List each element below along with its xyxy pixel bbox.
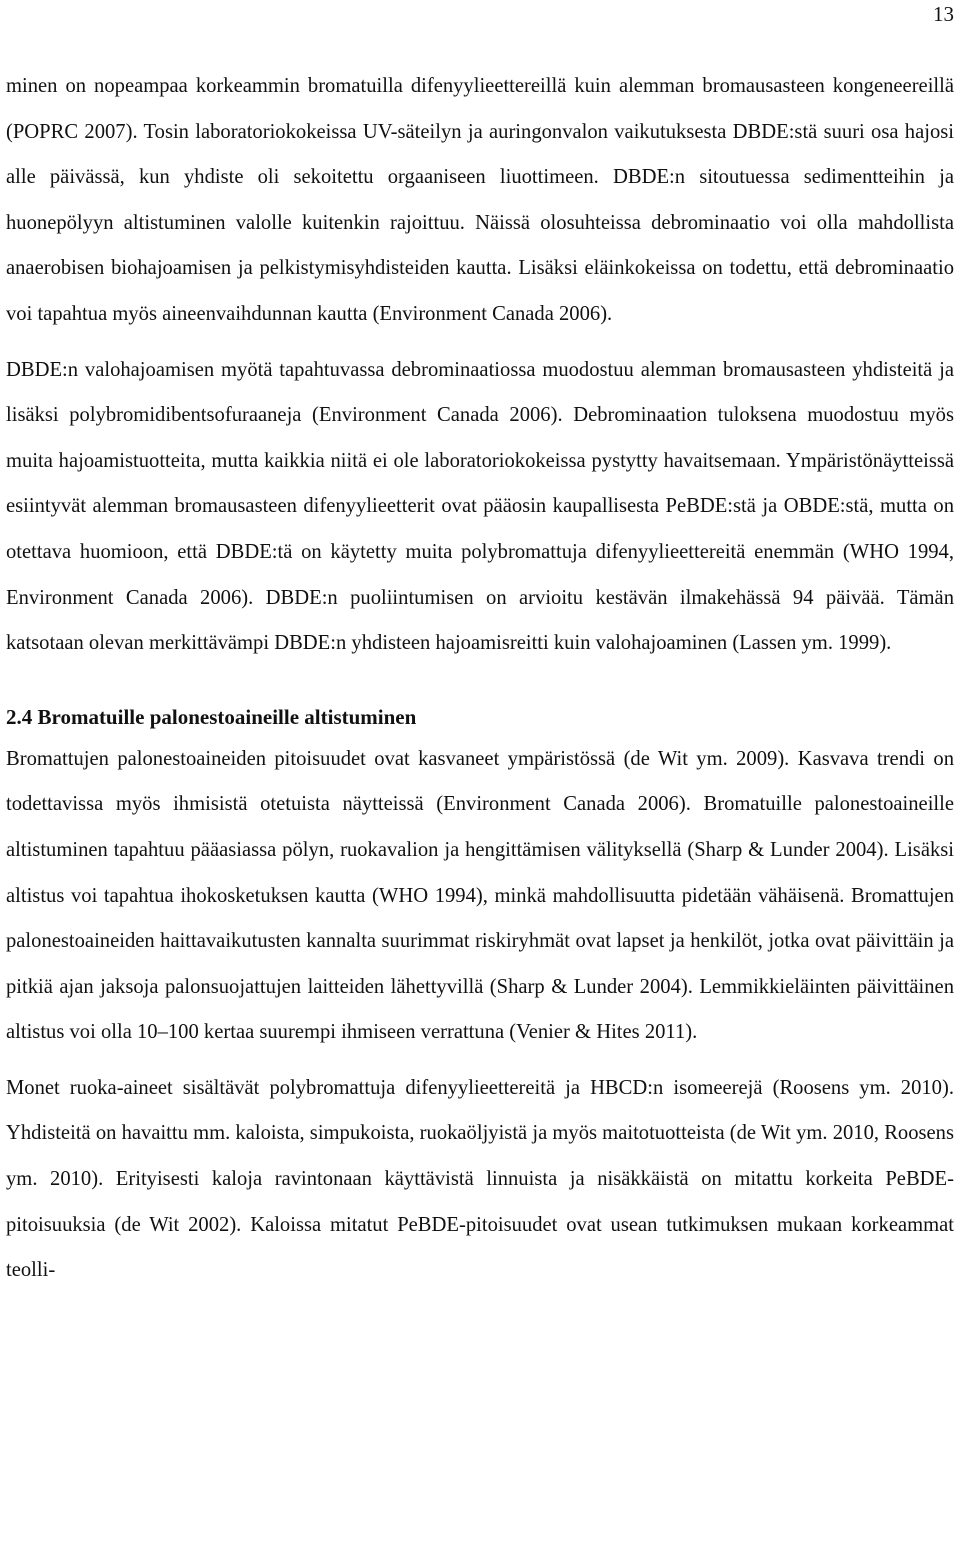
paragraph-exposure: Bromattujen palonestoaineiden pitoisuudet ovat kasvaneet ympäristössä (de Wit ym. 2009). Kasvava trendi on todettavissa myös ihmisistä otetuista näytteissä (Environment Canada 2006). Bromatuille palonestoaineille altistuminen tapahtuu pääasiassa pölyn, ruokavalion ja hengittämisen välityksellä (Sharp & Lunder 2004). Lisäksi altistus voi tapahtua ihokosketuksen kautta (WHO 1994), minkä mahdollisuutta pidetään vähäisenä. Bromattujen palonestoaineiden haittavaikutusten kannalta suurimmat riskiryhmät ovat lapset ja henkilöt, jotka ovat päivittäin ja pitkiä ajan jaksoja palonsuojattujen laitteiden lähettyvillä (Sharp & Lunder 2004). Lemmikkieläinten päivittäinen altistus voi olla 10–100 kertaa suurempi ihmiseen verrattuna (Venier & Hites 2011). — [6, 747, 954, 1044]
paragraph-photodegradation: DBDE:n valohajoamisen myötä tapahtuvassa debrominaatiossa muodostuu alemman bromausasteen yhdisteitä ja lisäksi polybromidibentsofuraaneja (Environment Canada 2006). Debrominaation tuloksena muodostuu myös muita hajoamistuotteita, mutta kaikkia niitä ei ole laboratoriokokeissa pystytty havaitsemaan. Ympäristönäytteissä esiintyvät alemman bromausasteen difenyylieetterit ovat pääosin kaupallisesta PeBDE:stä ja OBDE:stä, mutta on otettava huomioon, että DBDE:tä on käytetty muita polybromattuja difenyylieettereitä enemmän (WHO 1994, Environment Canada 2006). DBDE:n puoliintumisen on arvioitu kestävän ilmakehässä 94 päivää. Tämän katsotaan olevan merkittävämpi DBDE:n yhdisteen hajoamisreitti kuin valohajoaminen (Lassen ym. 1999). — [6, 358, 954, 655]
paragraph-debromination-rate: minen on nopeampaa korkeammin bromatuilla difenyylieettereillä kuin alemman bromausasteen kongeneereillä (POPRC 2007). Tosin laboratoriokokeissa UV-säteilyn ja auringonvalon vaikutuksesta DBDE:stä suuri osa hajosi alle päivässä, kun yhdiste oli sekoitettu orgaaniseen liuottimeen. DBDE:n sitoutuessa sedimentteihin ja huonepölyyn altistuminen valolle kuitenkin rajoittuu. Näissä olosuhteissa debrominaatio voi olla mahdollista anaerobisen biohajoamisen ja pelkistymisyhdisteiden kautta. Lisäksi eläinkokeissa on todettu, että debrominaatio voi tapahtua myös aineenvaihdunnan kautta (Environment Canada 2006). — [6, 75, 954, 325]
document-body — [6, 64, 954, 1294]
paragraph-food-sources: Monet ruoka-aineet sisältävät polybromattuja difenyylieettereitä ja HBCD:n isomeerejä (Roosens ym. 2010). Yhdisteitä on havaittu mm. kaloista, simpukoista, ruokaöljyistä ja myös maitotuotteista (de Wit ym. 2010, Roosens ym. 2010). Erityisesti kaloja ravintonaan käyttävistä linnuista ja nisäkkäistä on mitattu korkeita PeBDE-pitoisuuksia (de Wit 2002). Kaloissa mitatut PeBDE-pitoisuudet ovat usean tutkimuksen mukaan korkeammat teolli- — [6, 1076, 954, 1282]
section-heading: 2.4 Bromatuille palonestoaineille altistuminen — [6, 704, 417, 729]
page-number: 13 — [933, 2, 954, 26]
